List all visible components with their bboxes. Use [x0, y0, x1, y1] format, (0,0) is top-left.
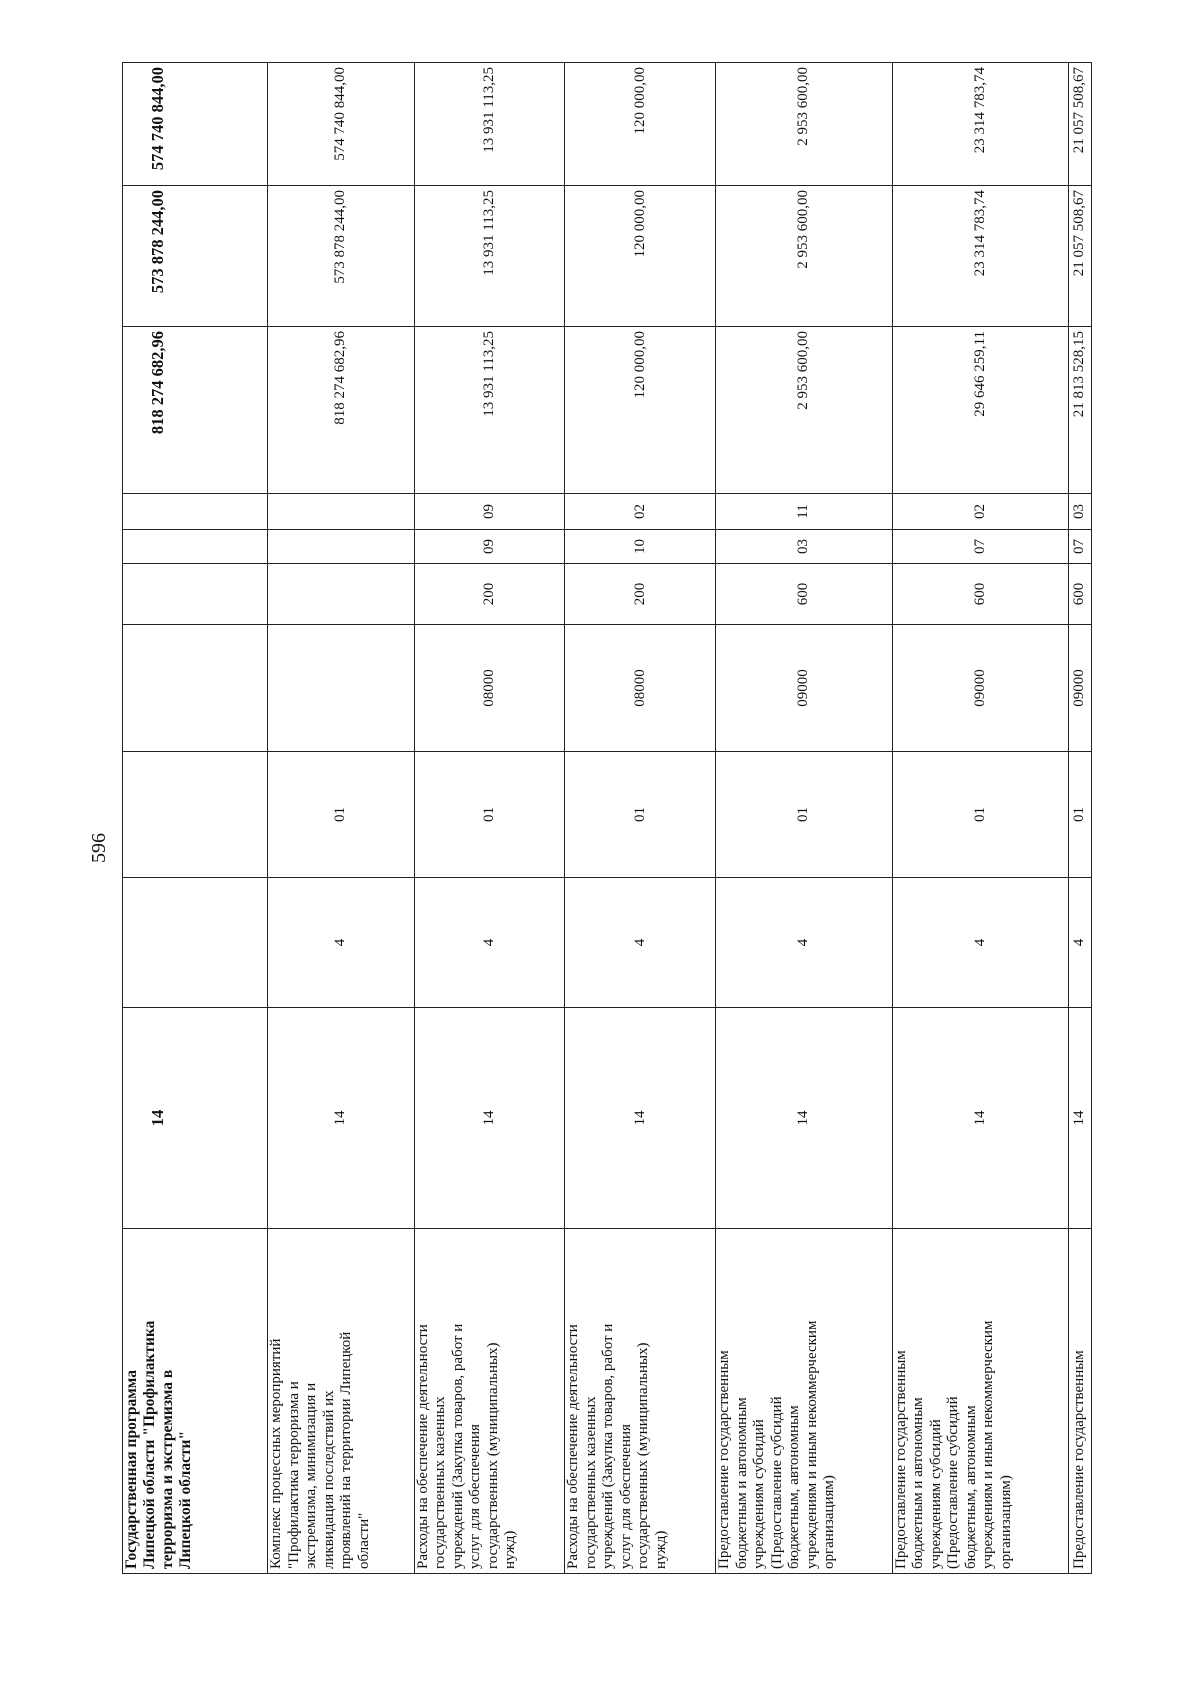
program-code-cell: 14 [892, 1008, 1069, 1229]
amount-year-2-cell: 13 931 113,25 [414, 186, 565, 327]
page-number: 596 [88, 833, 110, 863]
amount-year-3-cell: 2 953 600,00 [716, 63, 893, 186]
row-name-cell: Комплекс процессных мероприятий "Профилактика терроризма и экстремизма, минимизация и ликвидация последствий их проявлений на территории Липецкой области" [268, 1229, 414, 1574]
subprogram-code-cell [123, 878, 268, 1008]
subprogram-code-cell: 4 [1069, 878, 1092, 1008]
expense-type-code-cell: 600 [716, 564, 893, 625]
subprogram-code-cell: 4 [716, 878, 893, 1008]
direction-code-cell: 09000 [892, 625, 1069, 752]
expense-type-code-cell: 200 [414, 564, 565, 625]
expense-type-code-cell [268, 564, 414, 625]
table-body [123, 63, 1092, 1574]
direction-code-cell [268, 625, 414, 752]
section-code-cell: 03 [716, 530, 893, 564]
table-row [1069, 63, 1092, 1574]
subprogram-code-cell: 4 [565, 878, 716, 1008]
program-code-cell: 14 [565, 1008, 716, 1229]
subsection-code-cell: 02 [565, 494, 716, 530]
table-row [268, 63, 414, 1574]
measure-code-cell [123, 752, 268, 878]
table-row [414, 63, 565, 1574]
row-name-cell: Расходы на обеспечение деятельности государственных казенных учреждений (Закупка товаров, работ и услуг для обеспечения государственных (муниципальных) нужд) [414, 1229, 565, 1574]
section-code-cell [123, 530, 268, 564]
section-code-cell: 10 [565, 530, 716, 564]
program-code-cell: 14 [268, 1008, 414, 1229]
budget-table-sheet [122, 63, 1092, 1574]
section-code-cell: 09 [414, 530, 565, 564]
direction-code-cell: 09000 [716, 625, 893, 752]
row-name-cell: Предоставление государственным бюджетным и автономным учреждениям субсидий (Предоставление субсидий бюджетным, автономным учреждениям и иным некоммерческим организациям) [892, 1229, 1069, 1574]
amount-year-1-cell: 2 953 600,00 [716, 327, 893, 494]
amount-year-2-cell: 21 057 508,67 [1069, 186, 1092, 327]
direction-code-cell: 09000 [1069, 625, 1092, 752]
program-code-cell: 14 [1069, 1008, 1092, 1229]
amount-year-3-cell: 120 000,00 [565, 63, 716, 186]
table-row [123, 63, 268, 1574]
amount-year-1-cell: 13 931 113,25 [414, 327, 565, 494]
direction-code-cell [123, 625, 268, 752]
subprogram-code-cell: 4 [414, 878, 565, 1008]
budget-table [122, 62, 1092, 1574]
amount-year-3-cell: 13 931 113,25 [414, 63, 565, 186]
measure-code-cell: 01 [414, 752, 565, 878]
direction-code-cell: 08000 [565, 625, 716, 752]
direction-code-cell: 08000 [414, 625, 565, 752]
amount-year-3-cell: 23 314 783,74 [892, 63, 1069, 186]
table-row [565, 63, 716, 1574]
amount-year-2-cell: 2 953 600,00 [716, 186, 893, 327]
subsection-code-cell [268, 494, 414, 530]
amount-year-1-cell: 120 000,00 [565, 327, 716, 494]
program-code-cell: 14 [716, 1008, 893, 1229]
measure-code-cell: 01 [565, 752, 716, 878]
row-name-cell: Предоставление государственным [1069, 1229, 1092, 1574]
subprogram-code-cell: 4 [892, 878, 1069, 1008]
subsection-code-cell: 02 [892, 494, 1069, 530]
subsection-code-cell: 11 [716, 494, 893, 530]
section-code-cell: 07 [1069, 530, 1092, 564]
expense-type-code-cell [123, 564, 268, 625]
measure-code-cell: 01 [268, 752, 414, 878]
row-name-cell: Предоставление государственным бюджетным и автономным учреждениям субсидий (Предоставление субсидий бюджетным, автономным учреждениям и иным некоммерческим организациям) [716, 1229, 893, 1574]
amount-year-3-cell: 574 740 844,00 [123, 63, 268, 186]
table-row [716, 63, 893, 1574]
amount-year-1-cell: 29 646 259,11 [892, 327, 1069, 494]
program-code-cell: 14 [123, 1008, 268, 1229]
measure-code-cell: 01 [1069, 752, 1092, 878]
subsection-code-cell: 03 [1069, 494, 1092, 530]
section-code-cell [268, 530, 414, 564]
expense-type-code-cell: 600 [892, 564, 1069, 625]
amount-year-1-cell: 818 274 682,96 [268, 327, 414, 494]
amount-year-1-cell: 818 274 682,96 [123, 327, 268, 494]
row-name-cell: Расходы на обеспечение деятельности государственных казенных учреждений (Закупка товаров, работ и услуг для обеспечения государственных (муниципальных) нужд) [565, 1229, 716, 1574]
measure-code-cell: 01 [892, 752, 1069, 878]
amount-year-2-cell: 120 000,00 [565, 186, 716, 327]
subsection-code-cell [123, 494, 268, 530]
amount-year-2-cell: 573 878 244,00 [268, 186, 414, 327]
amount-year-3-cell: 21 057 508,67 [1069, 63, 1092, 186]
amount-year-3-cell: 574 740 844,00 [268, 63, 414, 186]
section-code-cell: 07 [892, 530, 1069, 564]
subprogram-code-cell: 4 [268, 878, 414, 1008]
amount-year-2-cell: 573 878 244,00 [123, 186, 268, 327]
expense-type-code-cell: 600 [1069, 564, 1092, 625]
program-code-cell: 14 [414, 1008, 565, 1229]
subsection-code-cell: 09 [414, 494, 565, 530]
amount-year-2-cell: 23 314 783,74 [892, 186, 1069, 327]
table-row [892, 63, 1069, 1574]
amount-year-1-cell: 21 813 528,15 [1069, 327, 1092, 494]
measure-code-cell: 01 [716, 752, 893, 878]
row-name-cell: Государственная программа Липецкой области "Профилактика терроризма и экстремизма в Липецкой области" [123, 1229, 268, 1574]
expense-type-code-cell: 200 [565, 564, 716, 625]
